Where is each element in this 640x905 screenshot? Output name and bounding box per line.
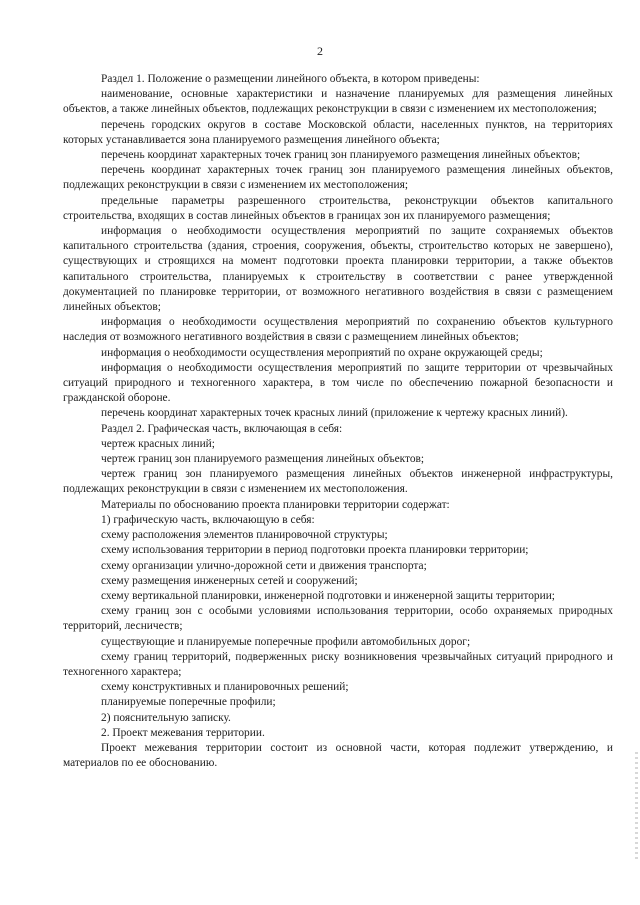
list-item: схему границ территорий, подверженных риску возникновения чрезвычайных ситуаций природного и техногенного характера; <box>63 650 613 678</box>
paragraph: информация о необходимости осуществления мероприятий по сохранению объектов культурного наследия от возможного негативного воздействия в связи с размещением линейных объектов; <box>63 316 613 344</box>
list-item: схему использования территории в период подготовки проекта планировки территории; <box>101 544 529 557</box>
list-item: существующие и планируемые поперечные профили автомобильных дорог; <box>101 635 471 648</box>
document-body <box>63 72 613 771</box>
list-item: схему расположения элементов планировочной структуры; <box>101 529 388 542</box>
list-item: планируемые поперечные профили; <box>101 696 276 709</box>
list-item: схему размещения инженерных сетей и сооружений; <box>101 574 358 587</box>
list-item: 2) пояснительную записку. <box>101 711 231 724</box>
list-item: схему границ зон с особыми условиями использования территории, особо охраняемых природных территорий, лесничеств; <box>63 605 613 633</box>
list-item: чертеж границ зон планируемого размещения линейных объектов; <box>101 453 425 466</box>
section-2-heading: Раздел 2. Графическая часть, включающая в себя: <box>101 422 343 435</box>
paragraph: информация о необходимости осуществления мероприятий по защите сохраняемых объектов капитального строительства (здания, строения, сооружения, объекты, строительство которых не завершено), существующих и строящихся на момент подготовки проекта планировки территории, а также объектов капитального строительства, планируемых к строительству в соответствии с ранее утвержденной документацией по планировке территории, от возможного негативного воздействия в связи с размещением линейных объектов; <box>63 225 613 314</box>
list-item: чертеж красных линий; <box>101 437 215 450</box>
paragraph: перечень координат характерных точек границ зон планируемого размещения линейных объектов; <box>101 149 581 162</box>
paragraph: наименование, основные характеристики и назначение планируемых для размещения линейных объектов, а также линейных объектов, подлежащих реконструкции в связи с изменением их местоположения; <box>63 88 613 116</box>
paragraph: информация о необходимости осуществления мероприятий по защите территории от чрезвычайных ситуаций природного и техногенного характера, в том числе по обеспечению пожарной безопасности и гражданской обороне. <box>63 361 613 405</box>
scan-edge-marks <box>635 752 638 862</box>
paragraph: информация о необходимости осуществления мероприятий по охране окружающей среды; <box>101 346 543 359</box>
page-number: 2 <box>317 44 323 58</box>
paragraph: перечень координат характерных точек красных линий (приложение к чертежу красных линий). <box>101 407 568 420</box>
list-item: схему конструктивных и планировочных решений; <box>101 681 349 694</box>
paragraph: Материалы по обоснованию проекта планировки территории содержат: <box>101 498 450 511</box>
paragraph: перечень городских округов в составе Московской области, населенных пунктов, на территориях которых устанавливается зона планируемого размещения линейного объекта; <box>63 118 613 146</box>
list-item: схему вертикальной планировки, инженерной подготовки и инженерной защиты территории; <box>101 589 555 602</box>
paragraph: предельные параметры разрешенного строительства, реконструкции объектов капитального строительства, входящих в состав линейных объектов в границах зон их планируемого размещения; <box>63 194 613 222</box>
list-item: чертеж границ зон планируемого размещения линейных объектов инженерной инфраструктуры, подлежащих реконструкции в связи с изменением их местоположения. <box>63 468 613 496</box>
section-1-heading: Раздел 1. Положение о размещении линейного объекта, в котором приведены: <box>101 73 480 85</box>
paragraph: перечень координат характерных точек границ зон планируемого размещения линейных объектов, подлежащих реконструкции в связи с изменением их местоположения; <box>63 164 613 192</box>
section-heading: 2. Проект межевания территории. <box>101 726 265 739</box>
paragraph: Проект межевания территории состоит из основной части, которая подлежит утверждению, и материалов по ее обоснованию. <box>63 741 613 770</box>
list-item: 1) графическую часть, включающую в себя: <box>101 513 315 526</box>
list-item: схему организации улично-дорожной сети и движения транспорта; <box>101 559 427 572</box>
